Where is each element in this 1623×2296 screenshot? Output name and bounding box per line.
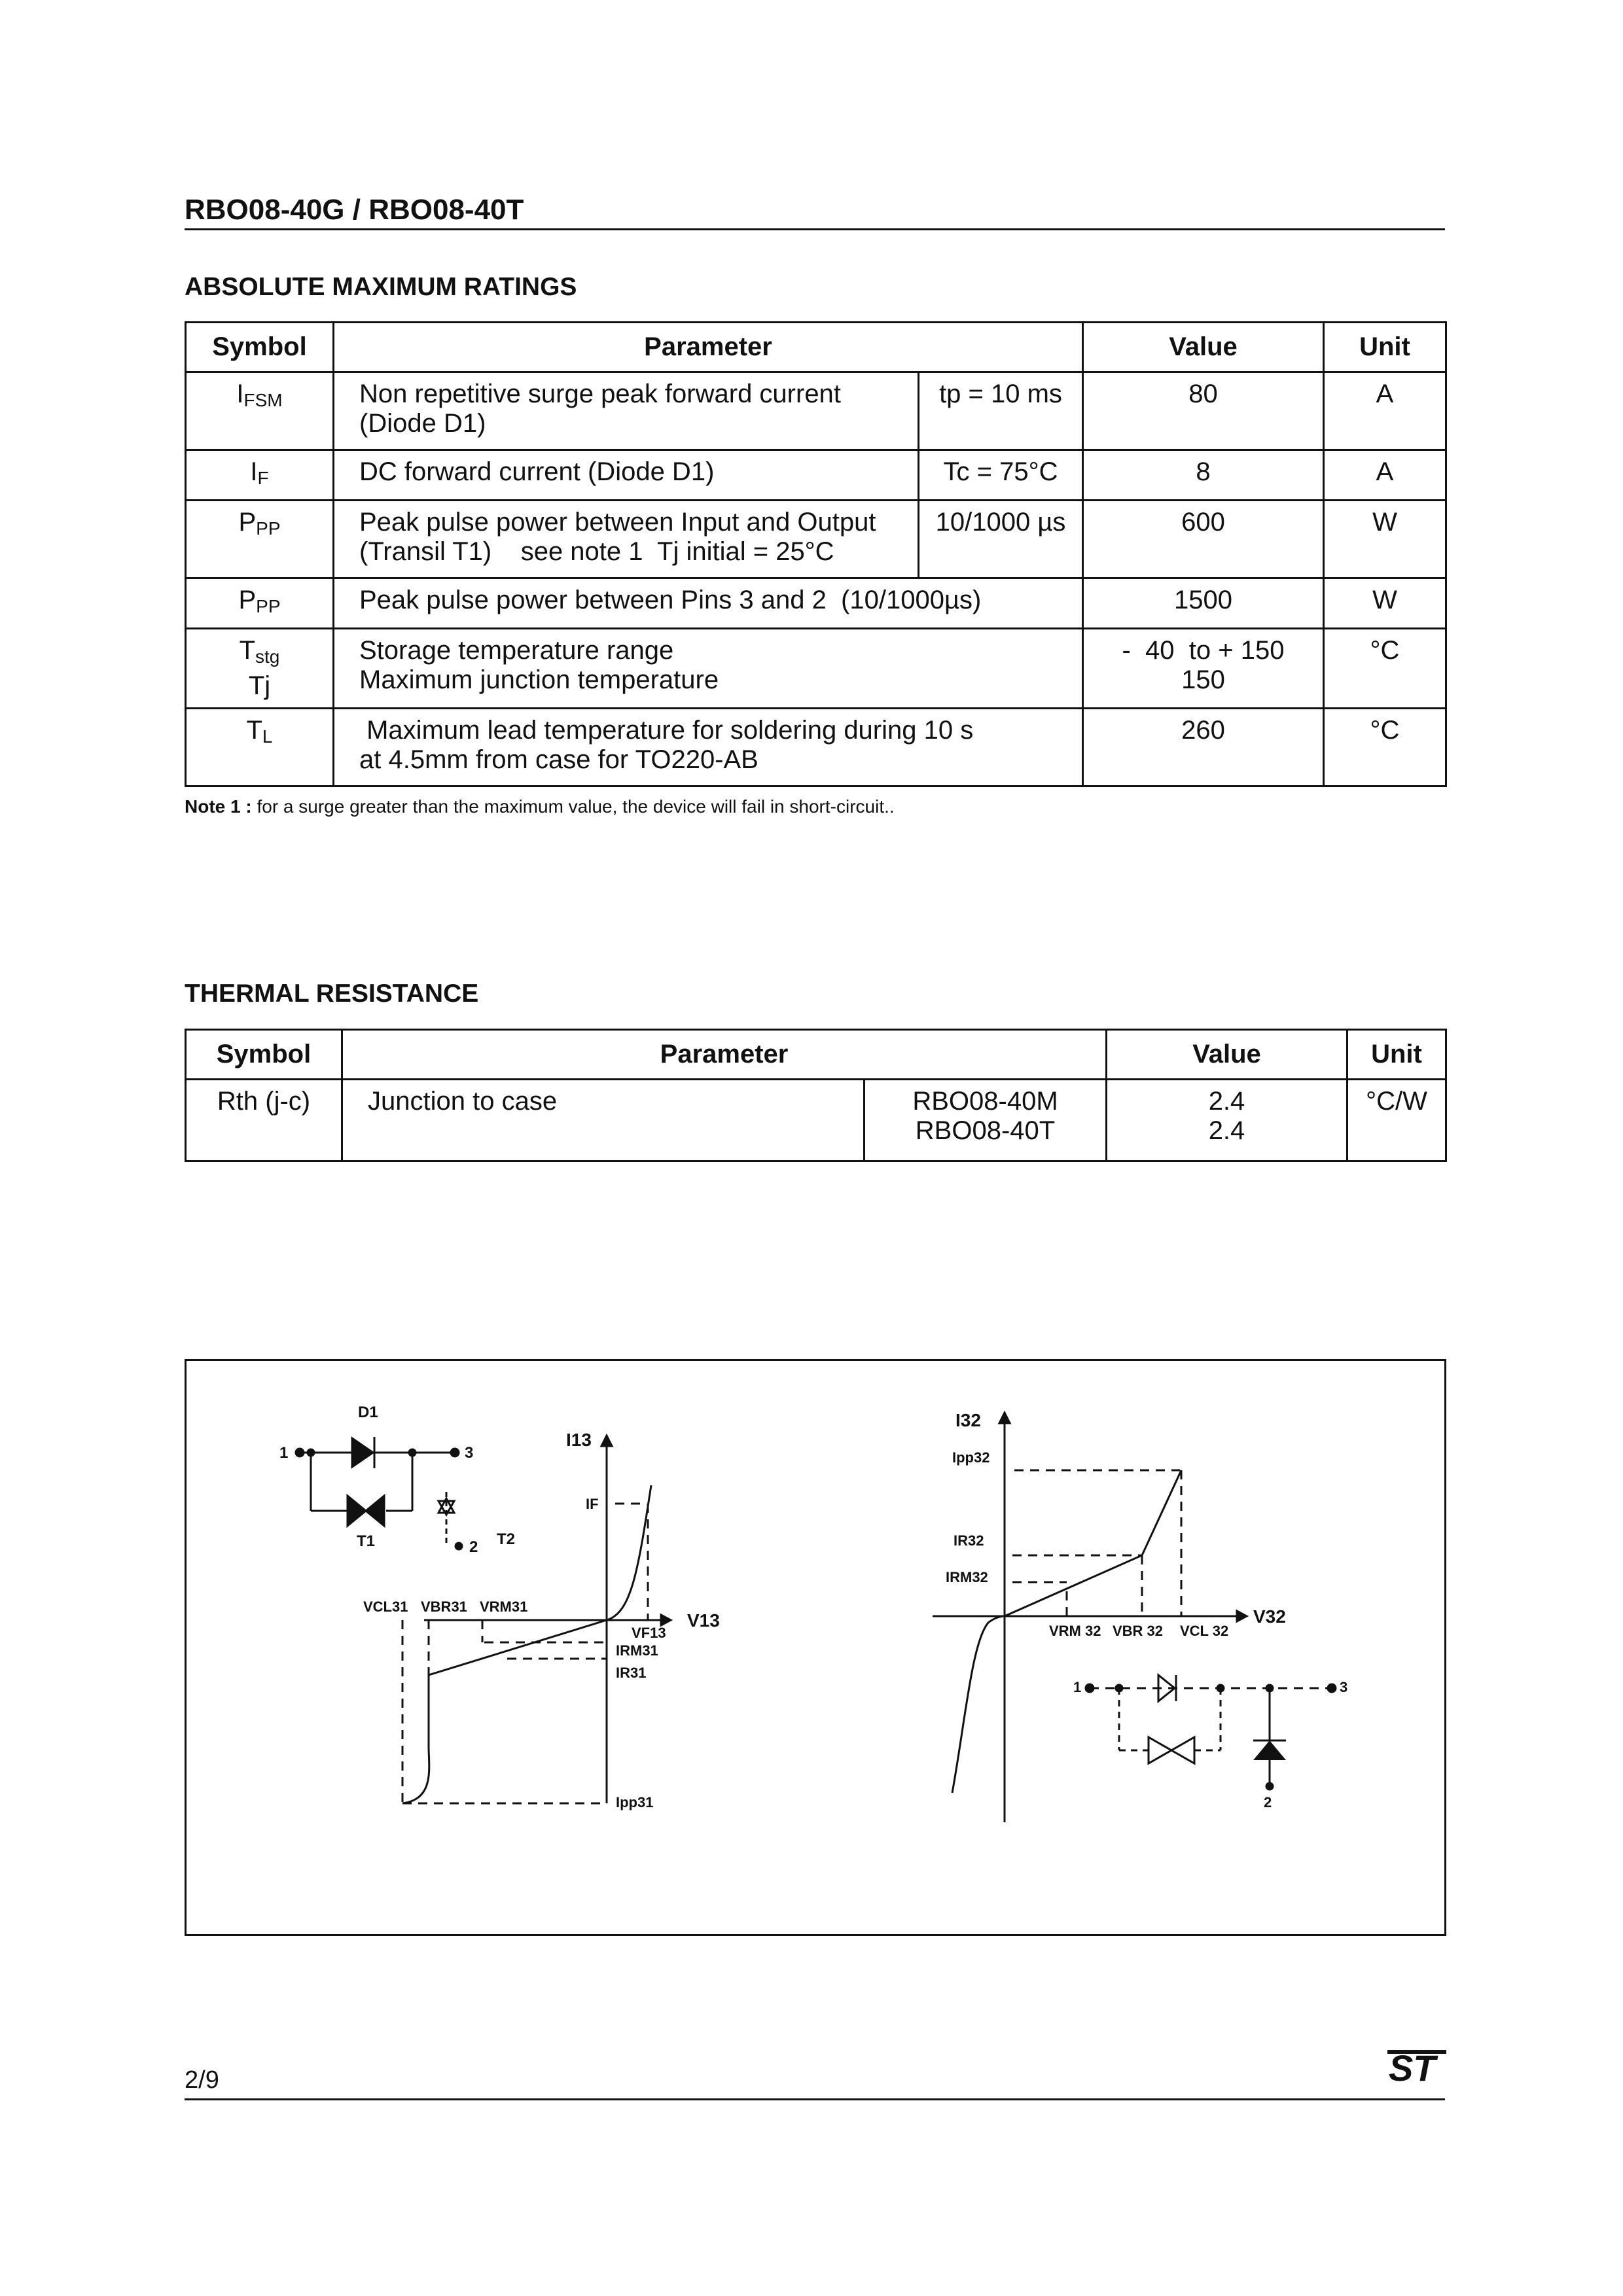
note-text: Note 1 : for a surge greater than the maximum value, the device will fail in short-circuit.. xyxy=(185,796,895,817)
label-t1: T1 xyxy=(357,1532,376,1550)
symbol-cell: $T_L$ xyxy=(186,709,334,786)
amr-col-value: Value xyxy=(1083,323,1324,372)
parameter-cell: Junction to case xyxy=(342,1080,865,1161)
unit-cell: °C xyxy=(1324,629,1446,709)
label-vcl32: VCL 32 xyxy=(1180,1623,1229,1639)
condition-cell: Tc = 75°C xyxy=(919,450,1083,501)
header-rule xyxy=(185,228,1445,230)
label-ipp32: Ipp32 xyxy=(952,1449,990,1466)
value-cell: - 40 to + 150 150 xyxy=(1083,629,1324,709)
label-pin3: 3 xyxy=(465,1444,474,1462)
label-i32: I32 xyxy=(955,1410,981,1430)
label-ipp31: Ipp31 xyxy=(616,1794,654,1810)
label-v13: V13 xyxy=(687,1610,720,1631)
document-title: RBO08-40G / RBO08-40T xyxy=(185,194,524,226)
label-if: IF xyxy=(586,1496,599,1512)
left-circuit xyxy=(296,1437,462,1549)
unit-cell: A xyxy=(1324,372,1446,450)
symbol-cell: $I_F$ xyxy=(186,450,334,501)
parameter-cell: DC forward current (Diode D1) xyxy=(334,450,919,501)
label-pin1: 1 xyxy=(279,1444,289,1462)
label-r-pin2: 2 xyxy=(1264,1794,1272,1810)
thermal-col-value: Value xyxy=(1107,1030,1347,1080)
thermal-header-row xyxy=(186,1030,1446,1080)
unit-cell: W xyxy=(1324,578,1446,629)
symbol-cell: $I_{FSM}$ xyxy=(186,372,334,450)
label-ir31: IR31 xyxy=(616,1665,647,1681)
amr-col-parameter: Parameter xyxy=(334,323,1083,372)
amr-col-symbol: Symbol xyxy=(186,323,334,372)
label-t2: T2 xyxy=(497,1530,516,1548)
label-irm31: IRM31 xyxy=(616,1642,658,1659)
symbol-cell: $P_{PP}$ xyxy=(186,578,334,629)
table-row xyxy=(186,372,1446,450)
unit-cell: W xyxy=(1324,501,1446,578)
label-vbr31: VBR31 xyxy=(421,1598,467,1615)
label-r-pin3: 3 xyxy=(1340,1679,1348,1695)
unit-cell: °C/W xyxy=(1347,1080,1446,1161)
parameter-cell: Non repetitive surge peak forward current (Diode D1) xyxy=(334,372,919,450)
value-cell: 1500 xyxy=(1083,578,1324,629)
label-v32: V32 xyxy=(1253,1606,1286,1627)
label-d1: D1 xyxy=(358,1404,378,1421)
value-cell: 2.4 2.4 xyxy=(1107,1080,1347,1161)
value-cell: 260 xyxy=(1083,709,1324,786)
footer-rule xyxy=(185,2098,1445,2100)
label-vbr32: VBR 32 xyxy=(1113,1623,1164,1639)
amr-table xyxy=(185,321,1447,787)
right-iv-curve xyxy=(933,1413,1247,1822)
value-cell: 8 xyxy=(1083,450,1324,501)
parameter-cell: Peak pulse power between Pins 3 and 2 (10/1000µs) xyxy=(334,578,1083,629)
st-logo xyxy=(1386,2047,1448,2089)
table-row xyxy=(186,450,1446,501)
table-row xyxy=(186,578,1446,629)
thermal-heading: THERMAL RESISTANCE xyxy=(185,980,479,1008)
symbol-cell: $P_{PP}$ xyxy=(186,501,334,578)
diagram-svg xyxy=(187,1361,1444,1934)
thermal-table xyxy=(185,1029,1447,1162)
transil-t2-symbol xyxy=(1253,1740,1286,1760)
thermal-col-unit: Unit xyxy=(1347,1030,1446,1080)
parameter-cell: Storage temperature range Maximum junction temperature xyxy=(334,629,1083,709)
label-vcl31: VCL31 xyxy=(363,1598,408,1615)
thermal-col-symbol: Symbol xyxy=(186,1030,342,1080)
amr-heading: ABSOLUTE MAXIMUM RATINGS xyxy=(185,273,577,301)
symbol-cell: Rth (j-c) xyxy=(186,1080,342,1161)
parameter-cell: Maximum lead temperature for soldering during 10 s at 4.5mm from case for TO220-AB xyxy=(334,709,1083,786)
amr-col-unit: Unit xyxy=(1324,323,1446,372)
symbol-cell: $T_{stg}$ Tj xyxy=(186,629,334,709)
label-vf13: VF13 xyxy=(632,1625,666,1641)
value-cell: 80 xyxy=(1083,372,1324,450)
label-vrm31: VRM31 xyxy=(480,1598,528,1615)
table-row xyxy=(186,501,1446,578)
parameter-cell: Peak pulse power between Input and Output (Transil T1) see note 1 Tj initial = 25°C xyxy=(334,501,919,578)
label-r-pin1: 1 xyxy=(1073,1679,1082,1695)
condition-cell: tp = 10 ms xyxy=(919,372,1083,450)
unit-cell: A xyxy=(1324,450,1446,501)
table-row xyxy=(186,629,1446,709)
value-cell: 600 xyxy=(1083,501,1324,578)
thermal-col-parameter: Parameter xyxy=(342,1030,1107,1080)
label-vrm32: VRM 32 xyxy=(1049,1623,1101,1639)
page-number: 2/9 xyxy=(185,2066,219,2094)
right-circuit xyxy=(1086,1675,1336,1790)
label-pin2: 2 xyxy=(469,1538,478,1556)
condition-cell: 10/1000 µs xyxy=(919,501,1083,578)
unit-cell: °C xyxy=(1324,709,1446,786)
table-row xyxy=(186,709,1446,786)
left-iv-curve xyxy=(402,1436,671,1803)
label-irm32: IRM32 xyxy=(946,1569,988,1585)
label-ir32: IR32 xyxy=(954,1532,984,1549)
characteristics-diagram xyxy=(185,1359,1446,1936)
st-logo-text: ST xyxy=(1389,2047,1436,2086)
table-row xyxy=(186,1080,1446,1161)
part-cell: RBO08-40M RBO08-40T xyxy=(865,1080,1107,1161)
label-i13: I13 xyxy=(566,1430,592,1450)
amr-header-row xyxy=(186,323,1446,372)
